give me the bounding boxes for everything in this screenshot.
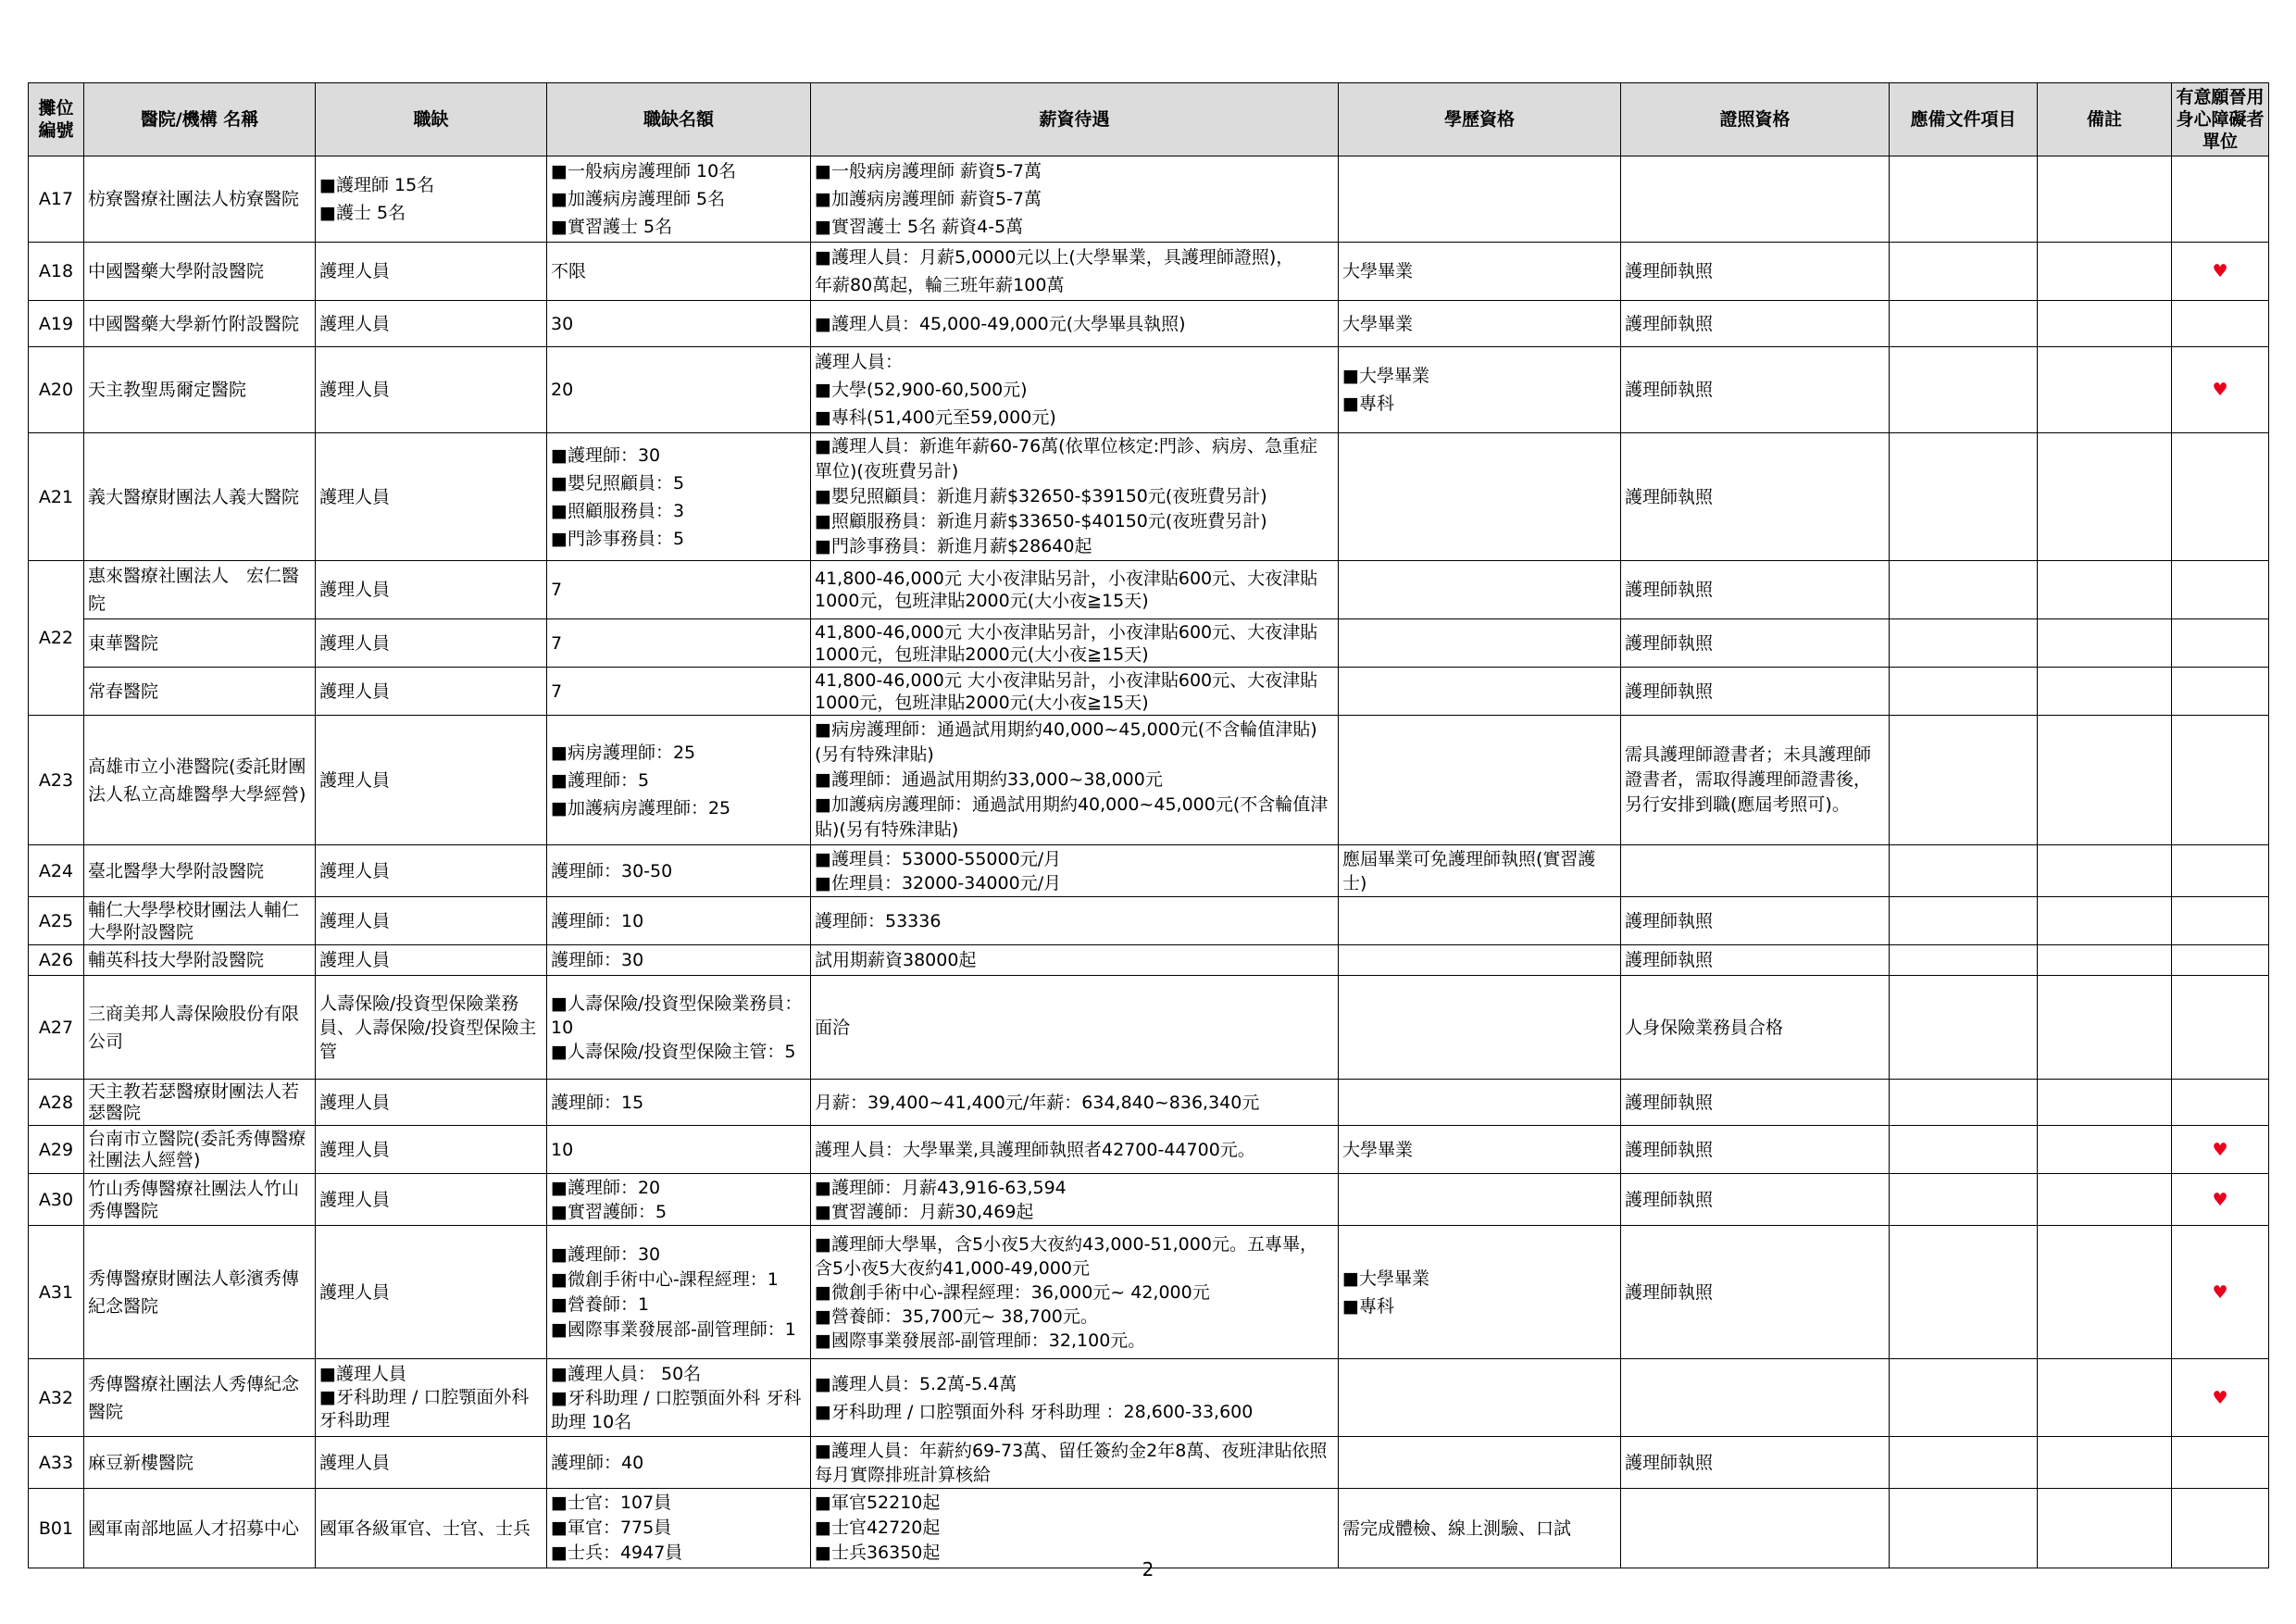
remarks-cell bbox=[2038, 1489, 2172, 1568]
heart-icon: ♥ bbox=[2172, 1126, 2269, 1174]
education-cell bbox=[1339, 433, 1621, 561]
quota-cell: 7 bbox=[547, 619, 811, 668]
quota-line: ■護理師：20 bbox=[551, 1177, 661, 1198]
salary-line: ■國際事業發展部-副管理師：32,100元。 bbox=[815, 1330, 1146, 1351]
license-cell bbox=[1621, 1489, 1890, 1568]
heart-icon-cell bbox=[2172, 945, 2269, 976]
booth-id: A33 bbox=[29, 1437, 84, 1489]
quota-cell: 護理師：40 bbox=[547, 1437, 811, 1489]
salary-line: ■軍官52210起 bbox=[815, 1493, 941, 1513]
salary-line: 年薪80萬起，輪三班年薪100萬 bbox=[815, 275, 1065, 295]
education-cell bbox=[1339, 347, 1621, 433]
quota-cell: 護理師：10 bbox=[547, 897, 811, 945]
heart-icon: ♥ bbox=[2172, 243, 2269, 301]
position-cell: 護理人員 bbox=[316, 716, 547, 845]
education-cell bbox=[1339, 1226, 1621, 1359]
documents-cell bbox=[1890, 668, 2038, 716]
hospital-name: 天主教若瑟醫療財團法人若瑟醫院 bbox=[84, 1080, 316, 1126]
documents-cell bbox=[1890, 1359, 2038, 1437]
salary-cell: 41,800-46,000元 大小夜津貼另計，小夜津貼600元、大夜津貼1000元，包班津貼2000元(大小夜≧15天) bbox=[811, 619, 1339, 668]
header-salary: 薪資待遇 bbox=[811, 83, 1339, 156]
job-fair-table bbox=[28, 82, 2269, 1568]
booth-id: A19 bbox=[29, 301, 84, 347]
booth-id: A20 bbox=[29, 347, 84, 433]
heart-icon-cell bbox=[2172, 976, 2269, 1080]
position-cell: 護理人員 bbox=[316, 1126, 547, 1174]
salary-line: 護理人員： bbox=[815, 352, 904, 372]
remarks-cell bbox=[2038, 301, 2172, 347]
remarks-cell bbox=[2038, 668, 2172, 716]
documents-cell bbox=[1890, 1226, 2038, 1359]
hospital-name: 義大醫療財團法人義大醫院 bbox=[84, 433, 316, 561]
header-position: 職缺 bbox=[316, 83, 547, 156]
remarks-cell bbox=[2038, 619, 2172, 668]
remarks-cell bbox=[2038, 976, 2172, 1080]
salary-line: ■佐理員：32000-34000元/月 bbox=[815, 872, 1062, 893]
salary-line: ■嬰兒照顧員：新進月薪$32650-$39150元(夜班費另計) bbox=[815, 486, 1267, 506]
salary-cell: 41,800-46,000元 大小夜津貼另計，小夜津貼600元、大夜津貼1000元，包班津貼2000元(大小夜≧15天) bbox=[811, 561, 1339, 619]
table-row bbox=[29, 301, 2269, 347]
license-cell: 護理師執照 bbox=[1621, 1080, 1890, 1126]
salary-line: ■護理員：53000-55000元/月 bbox=[815, 848, 1062, 869]
documents-cell bbox=[1890, 1437, 2038, 1489]
table-row bbox=[29, 897, 2269, 945]
quota-line: ■國際事業發展部-副管理師：1 bbox=[551, 1318, 796, 1340]
license-cell: 護理師執照 bbox=[1621, 1226, 1890, 1359]
salary-cell bbox=[811, 716, 1339, 845]
page-number: 2 bbox=[1142, 1558, 1154, 1580]
heart-icon-cell bbox=[2172, 561, 2269, 619]
position-line: ■護士 5名 bbox=[319, 203, 406, 223]
booth-id: A22 bbox=[29, 561, 84, 716]
salary-cell: 面洽 bbox=[811, 976, 1339, 1080]
position-cell: 護理人員 bbox=[316, 845, 547, 897]
booth-id: A25 bbox=[29, 897, 84, 945]
remarks-cell bbox=[2038, 243, 2172, 301]
quota-cell bbox=[547, 1226, 811, 1359]
license-cell: 護理師執照 bbox=[1621, 561, 1890, 619]
salary-line: ■牙科助理 / 口腔顎面外科 牙科助理 ：28,600-33,600 bbox=[815, 1401, 1254, 1422]
education-line: ■專科 bbox=[1342, 394, 1394, 414]
salary-line: ■實習護師：月薪30,469起 bbox=[815, 1201, 1034, 1222]
heart-icon: ♥ bbox=[2172, 1226, 2269, 1359]
table-row bbox=[29, 619, 2269, 668]
salary-cell bbox=[811, 1174, 1339, 1226]
education-cell: 大學畢業 bbox=[1339, 301, 1621, 347]
salary-line: ■護理人員：月薪5,0000元以上(大學畢業，具護理師證照)， bbox=[815, 247, 1294, 268]
remarks-cell bbox=[2038, 1174, 2172, 1226]
table-row bbox=[29, 347, 2269, 433]
documents-cell bbox=[1890, 347, 2038, 433]
position-cell: 國軍各級軍官、士官、士兵 bbox=[316, 1489, 547, 1568]
quota-line: ■軍官：775員 bbox=[551, 1518, 672, 1538]
heart-icon-cell bbox=[2172, 619, 2269, 668]
remarks-cell bbox=[2038, 1226, 2172, 1359]
booth-id: A26 bbox=[29, 945, 84, 976]
education-cell bbox=[1339, 668, 1621, 716]
documents-cell bbox=[1890, 619, 2038, 668]
quota-cell bbox=[547, 433, 811, 561]
position-line: ■牙科助理 / 口腔顎面外科 牙科助理 bbox=[319, 1387, 530, 1430]
quota-cell bbox=[547, 716, 811, 845]
hospital-name: 東華醫院 bbox=[84, 619, 316, 668]
license-cell: 護理師執照 bbox=[1621, 1174, 1890, 1226]
table-row bbox=[29, 845, 2269, 897]
booth-id: A29 bbox=[29, 1126, 84, 1174]
quota-cell: 30 bbox=[547, 301, 811, 347]
education-cell bbox=[1339, 1174, 1621, 1226]
position-line: ■護理人員 bbox=[319, 1364, 406, 1384]
documents-cell bbox=[1890, 1174, 2038, 1226]
license-cell: 需具護理師證書者；未具護理師證書者，需取得護理師證書後， 另行安排到職(應屆考照可)。 bbox=[1621, 716, 1890, 845]
position-cell: 護理人員 bbox=[316, 945, 547, 976]
license-cell: 護理師執照 bbox=[1621, 347, 1890, 433]
hospital-name: 中國醫藥大學新竹附設醫院 bbox=[84, 301, 316, 347]
heart-icon-cell bbox=[2172, 1489, 2269, 1568]
position-cell: 護理人員 bbox=[316, 1080, 547, 1126]
education-cell bbox=[1339, 561, 1621, 619]
salary-line: ■實習護士 5名 薪資4-5萬 bbox=[815, 217, 1024, 237]
heart-icon-cell bbox=[2172, 433, 2269, 561]
booth-id: A23 bbox=[29, 716, 84, 845]
table-row bbox=[29, 1080, 2269, 1126]
remarks-cell bbox=[2038, 897, 2172, 945]
booth-id: A28 bbox=[29, 1080, 84, 1126]
table-row bbox=[29, 433, 2269, 561]
table-row bbox=[29, 1437, 2269, 1489]
quota-cell bbox=[547, 976, 811, 1080]
education-line: ■大學畢業 bbox=[1342, 366, 1429, 386]
education-cell bbox=[1339, 897, 1621, 945]
position-cell: 護理人員 bbox=[316, 668, 547, 716]
table-row bbox=[29, 716, 2269, 845]
remarks-cell bbox=[2038, 1080, 2172, 1126]
education-cell bbox=[1339, 156, 1621, 243]
license-cell bbox=[1621, 1359, 1890, 1437]
quota-cell bbox=[547, 1174, 811, 1226]
heart-icon-cell bbox=[2172, 1080, 2269, 1126]
education-cell: 大學畢業 bbox=[1339, 1126, 1621, 1174]
position-cell: 護理人員 bbox=[316, 433, 547, 561]
booth-id: A27 bbox=[29, 976, 84, 1080]
salary-line: ■營養師：35,700元~ 38,700元。 bbox=[815, 1305, 1098, 1327]
heart-icon-cell bbox=[2172, 845, 2269, 897]
table-row bbox=[29, 1359, 2269, 1437]
table-row bbox=[29, 1174, 2269, 1226]
documents-cell bbox=[1890, 897, 2038, 945]
salary-line: ■門診事務員：新進月薪$28640起 bbox=[815, 536, 1092, 556]
table-row bbox=[29, 561, 2269, 619]
hospital-name: 常春醫院 bbox=[84, 668, 316, 716]
license-cell: 護理師執照 bbox=[1621, 433, 1890, 561]
heart-icon-cell bbox=[2172, 1437, 2269, 1489]
hospital-name: 天主教聖馬爾定醫院 bbox=[84, 347, 316, 433]
quota-line: ■護理師：30 bbox=[551, 1243, 661, 1265]
hospital-name: 輔英科技大學附設醫院 bbox=[84, 945, 316, 976]
hospital-name: 麻豆新樓醫院 bbox=[84, 1437, 316, 1489]
position-cell: 護理人員 bbox=[316, 243, 547, 301]
license-cell: 護理師執照 bbox=[1621, 668, 1890, 716]
heart-icon: ♥ bbox=[2172, 1174, 2269, 1226]
license-cell: 護理師執照 bbox=[1621, 897, 1890, 945]
table-row bbox=[29, 243, 2269, 301]
quota-line: ■人壽保險/投資型保險業務員：10 bbox=[551, 993, 803, 1038]
heart-icon-cell bbox=[2172, 156, 2269, 243]
education-line: ■大學畢業 bbox=[1342, 1268, 1429, 1289]
table-row bbox=[29, 1489, 2269, 1568]
booth-id: A31 bbox=[29, 1226, 84, 1359]
position-cell bbox=[316, 1359, 547, 1437]
license-cell bbox=[1621, 156, 1890, 243]
remarks-cell bbox=[2038, 716, 2172, 845]
quota-line: ■士官：107員 bbox=[551, 1493, 672, 1513]
quota-cell: 7 bbox=[547, 561, 811, 619]
position-cell: 護理人員 bbox=[316, 561, 547, 619]
salary-cell bbox=[811, 243, 1339, 301]
position-cell: 護理人員 bbox=[316, 301, 547, 347]
salary-cell bbox=[811, 156, 1339, 243]
quota-line: ■微創手術中心-課程經理：1 bbox=[551, 1268, 779, 1290]
documents-cell bbox=[1890, 301, 2038, 347]
salary-cell bbox=[811, 433, 1339, 561]
heart-icon-cell bbox=[2172, 897, 2269, 945]
table-row bbox=[29, 976, 2269, 1080]
booth-id: A32 bbox=[29, 1359, 84, 1437]
documents-cell bbox=[1890, 243, 2038, 301]
quota-line: ■病房護理師：25 bbox=[551, 742, 696, 763]
salary-line: ■大學(52,900-60,500元) bbox=[815, 380, 1028, 400]
salary-cell: 41,800-46,000元 大小夜津貼另計，小夜津貼600元、大夜津貼1000元，包班津貼2000元(大小夜≧15天) bbox=[811, 668, 1339, 716]
header-license: 證照資格 bbox=[1621, 83, 1890, 156]
table-row bbox=[29, 156, 2269, 243]
quota-cell: 7 bbox=[547, 668, 811, 716]
salary-line: ■士兵36350起 bbox=[815, 1543, 941, 1563]
remarks-cell bbox=[2038, 1437, 2172, 1489]
salary-cell: ■護理人員：45,000-49,000元(大學畢具執照) bbox=[811, 301, 1339, 347]
education-cell bbox=[1339, 1437, 1621, 1489]
position-cell: 護理人員 bbox=[316, 347, 547, 433]
position-cell: 護理人員 bbox=[316, 1226, 547, 1359]
education-line: ■專科 bbox=[1342, 1295, 1394, 1317]
position-cell: 護理人員 bbox=[316, 1174, 547, 1226]
salary-line: ■微創手術中心-課程經理：36,000元~ 42,000元 bbox=[815, 1281, 1210, 1303]
booth-id: A18 bbox=[29, 243, 84, 301]
quota-line: ■照顧服務員：3 bbox=[551, 500, 685, 521]
table-row bbox=[29, 945, 2269, 976]
license-cell: 護理師執照 bbox=[1621, 619, 1890, 668]
quota-cell: 護理師：15 bbox=[547, 1080, 811, 1126]
salary-cell bbox=[811, 1226, 1339, 1359]
salary-cell bbox=[811, 347, 1339, 433]
quota-line: ■加護病房護理師 5名 bbox=[551, 189, 726, 209]
license-cell: 護理師執照 bbox=[1621, 301, 1890, 347]
quota-line: ■護理人員： 50名 bbox=[551, 1363, 702, 1384]
heart-icon-cell bbox=[2172, 668, 2269, 716]
salary-line: ■一般病房護理師 薪資5-7萬 bbox=[815, 161, 1042, 181]
education-cell: 大學畢業 bbox=[1339, 243, 1621, 301]
documents-cell bbox=[1890, 1489, 2038, 1568]
position-line: ■護理師 15名 bbox=[319, 175, 435, 195]
quota-line: ■護理師：30 bbox=[551, 444, 661, 466]
documents-cell bbox=[1890, 845, 2038, 897]
position-cell bbox=[316, 156, 547, 243]
hospital-name: 三商美邦人壽保險股份有限公司 bbox=[84, 976, 316, 1080]
education-cell bbox=[1339, 976, 1621, 1080]
position-cell: 人壽保險/投資型保險業務員、人壽保險/投資型保險主管 bbox=[316, 976, 547, 1080]
remarks-cell bbox=[2038, 1126, 2172, 1174]
header-booth: 攤位編號 bbox=[29, 83, 84, 156]
hospital-name: 惠來醫療社團法人 宏仁醫院 bbox=[84, 561, 316, 619]
header-row bbox=[29, 83, 2269, 156]
documents-cell bbox=[1890, 716, 2038, 845]
salary-line: ■照顧服務員：新進月薪$33650-$40150元(夜班費另計) bbox=[815, 511, 1267, 531]
quota-cell: 20 bbox=[547, 347, 811, 433]
remarks-cell bbox=[2038, 561, 2172, 619]
salary-line: ■士官42720起 bbox=[815, 1518, 941, 1538]
hospital-name: 秀傳醫療社團法人秀傳紀念醫院 bbox=[84, 1359, 316, 1437]
remarks-cell bbox=[2038, 156, 2172, 243]
hospital-name: 高雄市立小港醫院(委託財團法人私立高雄醫學大學經營) bbox=[84, 716, 316, 845]
quota-line: ■人壽保險/投資型保險主管：5 bbox=[551, 1041, 796, 1062]
education-cell bbox=[1339, 945, 1621, 976]
salary-cell: 護理人員：大學畢業,具護理師執照者42700-44700元。 bbox=[811, 1126, 1339, 1174]
education-cell bbox=[1339, 1080, 1621, 1126]
salary-line: ■專科(51,400元至59,000元) bbox=[815, 407, 1056, 428]
salary-line: ■護理人員：5.2萬-5.4萬 bbox=[815, 1373, 1017, 1394]
license-cell: 護理師執照 bbox=[1621, 1437, 1890, 1489]
heart-icon: ♥ bbox=[2172, 1359, 2269, 1437]
position-cell: 護理人員 bbox=[316, 897, 547, 945]
remarks-cell bbox=[2038, 845, 2172, 897]
quota-cell bbox=[547, 1359, 811, 1437]
booth-id: A17 bbox=[29, 156, 84, 243]
documents-cell bbox=[1890, 561, 2038, 619]
remarks-cell bbox=[2038, 347, 2172, 433]
education-cell: 應屆畢業可免護理師執照(實習護士) bbox=[1339, 845, 1621, 897]
quota-cell: 護理師：30-50 bbox=[547, 845, 811, 897]
salary-line: ■護理師：通過試用期約33,000~38,000元 bbox=[815, 769, 1163, 790]
hospital-name: 輔仁大學學校財團法人輔仁大學附設醫院 bbox=[84, 897, 316, 945]
position-cell: 護理人員 bbox=[316, 1437, 547, 1489]
heart-icon: ♥ bbox=[2172, 347, 2269, 433]
salary-line: ■加護病房護理師 薪資5-7萬 bbox=[815, 189, 1042, 209]
education-cell bbox=[1339, 1359, 1621, 1437]
hospital-name: 臺北醫學大學附設醫院 bbox=[84, 845, 316, 897]
hospital-name: 中國醫藥大學附設醫院 bbox=[84, 243, 316, 301]
quota-line: ■士兵：4947員 bbox=[551, 1543, 683, 1563]
documents-cell bbox=[1890, 1126, 2038, 1174]
table-row bbox=[29, 668, 2269, 716]
booth-id: A21 bbox=[29, 433, 84, 561]
header-documents: 應備文件項目 bbox=[1890, 83, 2038, 156]
salary-line: ■護理師：月薪43,916-63,594 bbox=[815, 1177, 1067, 1198]
quota-line: ■實習護士 5名 bbox=[551, 217, 673, 237]
documents-cell bbox=[1890, 1080, 2038, 1126]
booth-id: A24 bbox=[29, 845, 84, 897]
quota-cell: 護理師：30 bbox=[547, 945, 811, 976]
salary-cell: 護理師：53336 bbox=[811, 897, 1339, 945]
remarks-cell bbox=[2038, 433, 2172, 561]
license-cell: 護理師執照 bbox=[1621, 243, 1890, 301]
remarks-cell bbox=[2038, 945, 2172, 976]
salary-cell bbox=[811, 1489, 1339, 1568]
documents-cell bbox=[1890, 433, 2038, 561]
documents-cell bbox=[1890, 156, 2038, 243]
quota-line: ■一般病房護理師 10名 bbox=[551, 161, 737, 181]
license-cell bbox=[1621, 845, 1890, 897]
table-row bbox=[29, 1126, 2269, 1174]
hospital-name: 竹山秀傳醫療社團法人竹山秀傳醫院 bbox=[84, 1174, 316, 1226]
quota-line: ■嬰兒照顧員：5 bbox=[551, 472, 685, 493]
quota-line: ■牙科助理 / 口腔顎面外科 牙科助理 10名 bbox=[551, 1387, 802, 1432]
quota-cell bbox=[547, 1489, 811, 1568]
header-quota: 職缺名額 bbox=[547, 83, 811, 156]
license-cell: 人身保險業務員合格 bbox=[1621, 976, 1890, 1080]
salary-cell: 月薪：39,400~41,400元/年薪：634,840~836,340元 bbox=[811, 1080, 1339, 1126]
header-disability: 有意願晉用身心障礙者單位 bbox=[2172, 83, 2269, 156]
hospital-name: 台南市立醫院(委託秀傳醫療社團法人經營) bbox=[84, 1126, 316, 1174]
documents-cell bbox=[1890, 945, 2038, 976]
salary-cell bbox=[811, 1359, 1339, 1437]
salary-cell bbox=[811, 845, 1339, 897]
booth-id: B01 bbox=[29, 1489, 84, 1568]
education-cell: 需完成體檢、線上測驗、口試 bbox=[1339, 1489, 1621, 1568]
header-remarks: 備註 bbox=[2038, 83, 2172, 156]
quota-line: ■營養師：1 bbox=[551, 1293, 650, 1315]
education-cell bbox=[1339, 716, 1621, 845]
heart-icon-cell bbox=[2172, 716, 2269, 845]
quota-cell: 10 bbox=[547, 1126, 811, 1174]
education-cell bbox=[1339, 619, 1621, 668]
hospital-name: 國軍南部地區人才招募中心 bbox=[84, 1489, 316, 1568]
license-cell: 護理師執照 bbox=[1621, 945, 1890, 976]
salary-line: ■加護病房護理師：通過試用期約40,000~45,000元(不含輪值津貼)(另有特殊津貼) bbox=[815, 794, 1329, 840]
salary-cell: 試用期薪資38000起 bbox=[811, 945, 1339, 976]
salary-line: ■病房護理師：通過試用期約40,000~45,000元(不含輪值津貼)(另有特殊津貼) bbox=[815, 719, 1317, 765]
salary-cell: ■護理人員：年薪約69-73萬、留任簽約金2年8萬、夜班津貼依照每月實際排班計算核給 bbox=[811, 1437, 1339, 1489]
salary-line: ■護理人員：新進年薪60-76萬(依單位核定:門診、病房、急重症單位)(夜班費另計) bbox=[815, 436, 1317, 481]
hospital-name: 枋寮醫療社團法人枋寮醫院 bbox=[84, 156, 316, 243]
license-cell: 護理師執照 bbox=[1621, 1126, 1890, 1174]
quota-cell: 不限 bbox=[547, 243, 811, 301]
quota-cell bbox=[547, 156, 811, 243]
hospital-name: 秀傳醫療財團法人彰濱秀傳紀念醫院 bbox=[84, 1226, 316, 1359]
heart-icon-cell bbox=[2172, 301, 2269, 347]
table-row bbox=[29, 1226, 2269, 1359]
salary-line: ■護理師大學畢，含5小夜5大夜約43,000-51,000元。五專畢，含5小夜5大夜約41,000-49,000元 bbox=[815, 1233, 1317, 1279]
header-hospital: 醫院/機構 名稱 bbox=[84, 83, 316, 156]
quota-line: ■護理師：5 bbox=[551, 769, 650, 791]
quota-line: ■加護病房護理師：25 bbox=[551, 797, 731, 818]
position-cell: 護理人員 bbox=[316, 619, 547, 668]
quota-line: ■門診事務員：5 bbox=[551, 528, 685, 549]
booth-id: A30 bbox=[29, 1174, 84, 1226]
remarks-cell bbox=[2038, 1359, 2172, 1437]
header-education: 學歷資格 bbox=[1339, 83, 1621, 156]
documents-cell bbox=[1890, 976, 2038, 1080]
quota-line: ■實習護師：5 bbox=[551, 1201, 668, 1222]
